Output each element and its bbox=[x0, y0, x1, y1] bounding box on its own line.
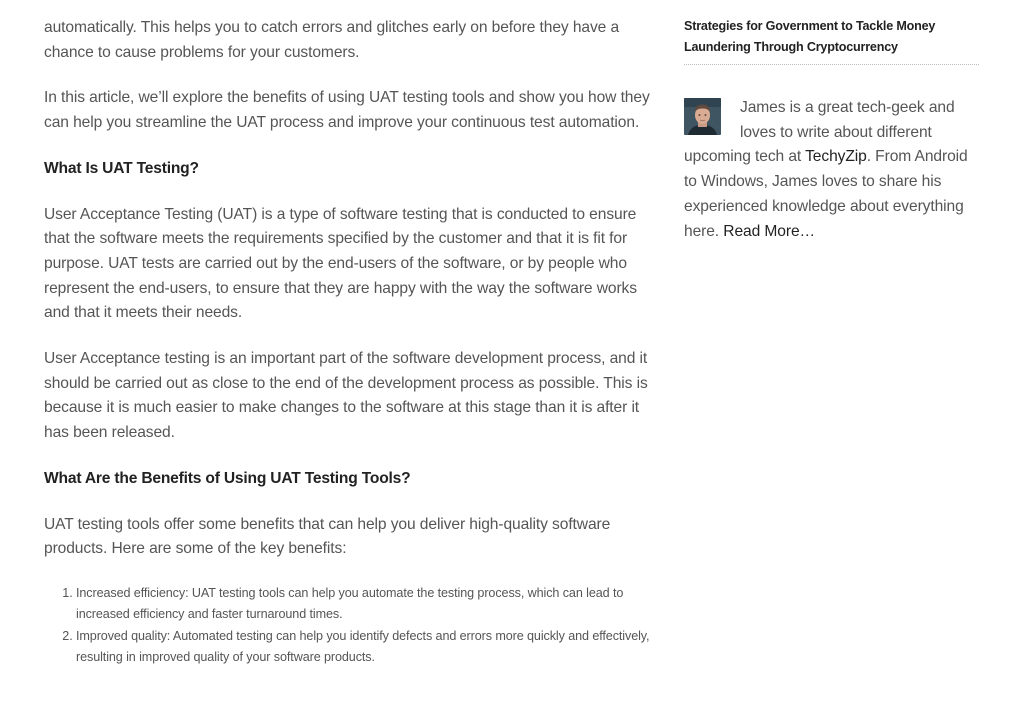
techyzip-link[interactable]: TechyZip bbox=[805, 148, 867, 166]
uat-importance-paragraph: User Acceptance testing is an important part of the software development process, and it should be carried out as close to the end of the development process as possible. This is because it is much easier to make changes to the software at this stage than it is after it has been released. bbox=[44, 350, 648, 442]
benefits-intro-paragraph: UAT testing tools offer some benefits that can help you deliver high-quality software products. Here are some of the key benefits: bbox=[44, 515, 611, 558]
author-avatar bbox=[684, 98, 721, 135]
uat-definition-paragraph: User Acceptance Testing (UAT) is a type of software testing that is conducted to ensure that the software meets the requirements specified by the customer and that it is fit for purpose. UAT tests are carried out by the end-users of the software, or by people who represent the end-users, to ensure that they are happy with the way the software works and that it meets their needs. bbox=[44, 205, 637, 322]
read-more-link[interactable]: Read More… bbox=[723, 222, 816, 240]
intro-paragraph-2: In this article, we’ll explore the benefits of using UAT testing tools and show you how they can help you streamline the UAT process and improve your continuous test automation. bbox=[44, 89, 650, 132]
author-bio-text-end: . From Android to Windows, James loves to share his experienced knowledge about everything here. bbox=[684, 148, 968, 240]
author-box bbox=[684, 96, 979, 244]
intro-paragraph: automatically. This helps you to catch errors and glitches early on before they have a chance to cause problems for your customers. bbox=[44, 19, 620, 61]
author-bio-text: James is a great tech-geek and loves to write about different upcoming tech at bbox=[684, 99, 955, 166]
list-item: 1. Increased efficiency: UAT testing tools can help you automate the testing process, which can lead to increased efficiency and faster turnaround times. bbox=[76, 583, 660, 626]
benefits-list bbox=[44, 583, 660, 669]
section-heading-uat-testing: What Is UAT Testing? bbox=[44, 159, 199, 177]
article-content bbox=[44, 16, 660, 669]
section-heading-benefits: What Are the Benefits of Using UAT Testing Tools? bbox=[44, 469, 411, 487]
related-post-link[interactable]: Strategies for Government to Tackle Money Laundering Through Cryptocurrency bbox=[684, 16, 979, 65]
sidebar bbox=[684, 16, 979, 244]
list-item: 2. Improved quality: Automated testing can help you identify defects and errors more quickly and effectively, resulting in improved quality of your software products. bbox=[76, 626, 660, 669]
